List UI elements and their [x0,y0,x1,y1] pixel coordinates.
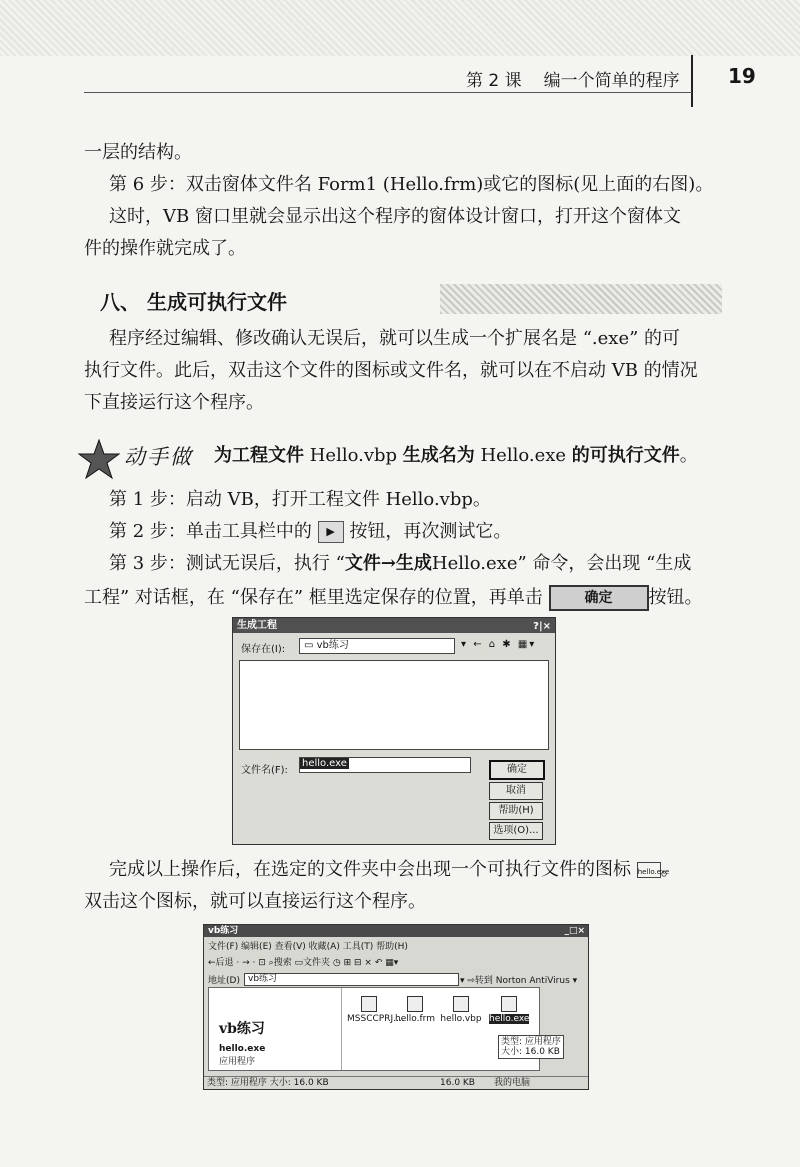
intro-1: 程序经过编辑、修改确认无误后，就可以生成一个扩展名是 “.exe” 的可 [109,328,681,349]
page-top-band [0,0,800,56]
step-3-cont [84,583,720,613]
dongshou-label: 动手做 [124,445,193,469]
dialog-toolbar-icons[interactable]: ▾ ← ⌂ ✱ ▦▾ [461,639,537,650]
task-part-3: 生成名为 [402,445,475,466]
explorer-titlebar [204,925,588,937]
explorer-toolbar[interactable]: ←后退 · → · ⊡ ⌕搜索 ▭文件夹 ◷ ⊞ ⊟ × ↶ ▦▾ [208,958,399,968]
dialog-ok-button[interactable]: 确定 [489,760,545,780]
paragraph-prev: 一层的结构。 [84,142,192,163]
filename-input[interactable] [299,757,471,773]
header-title: 编一个简单的程序 [543,71,680,91]
header-rule [84,92,692,93]
step-2-text-a: 第 2 步：单击工具栏中的 [109,521,312,542]
status-left: 类型: 应用程序 大小: 16.0 KB [207,1078,329,1088]
status-right: 我的电脑 [494,1078,531,1088]
step-3-text-c: 工程” 对话框，在 “保存在” 框里选定保存的位置，再单击 [84,587,543,608]
task-part-4: Hello.exe [474,445,572,466]
address-input[interactable]: vb练习 [244,973,459,986]
step-3-text-a: 第 3 步：测试无误后，执行 “ [109,553,345,574]
after-text-a: 完成以上操作后，在选定的文件夹中会出现一个可执行文件的图标 [109,859,631,880]
explorer-title-controls[interactable]: _□× [564,926,585,936]
after-1 [84,855,745,885]
step-3-text-d: 按钮。 [648,587,703,608]
step-1: 第 1 步：启动 VB，打开工程文件 Hello.vbp。 [109,489,491,510]
section-title: 八、 生成可执行文件 [100,290,287,314]
filename-value: hello.exe [302,758,347,769]
file-hello-exe[interactable]: hello.exe [489,1014,530,1024]
intro-3: 下直接运行这个程序。 [84,392,264,413]
folder-name: vb练习 [219,1021,265,1037]
file-tooltip [498,1035,564,1059]
run-button-icon: ▶ [318,521,344,543]
after-2: 双击这个图标，就可以直接运行这个程序。 [84,891,426,912]
dialog-title-controls[interactable]: ?|× [533,621,551,632]
dialog-cancel-button[interactable]: 取消 [489,782,543,800]
status-bar [204,1076,588,1089]
page-number: 19 [728,64,756,88]
save-in-value: vb练习 [316,640,349,651]
filename-label: 文件名(F): [241,765,288,776]
explorer-title: vb练习 [208,926,239,936]
web-view-pane [209,988,342,1070]
save-in-select[interactable] [299,638,455,654]
exe-icon [501,996,517,1012]
vbp-file-icon [453,996,469,1012]
header-divider [691,55,693,107]
exe-file-icon: hello.exe [637,862,661,878]
running-header [466,66,680,91]
ok-button-illustration: 确定 [549,585,649,611]
explorer-window [203,924,589,1090]
go-and-antivirus[interactable]: ▾ ⇨转到 Norton AntiVirus ▾ [460,976,578,986]
step-3 [84,549,745,579]
project-file-icon [361,996,377,1012]
step-2-text-b: 按钮，再次测试它。 [349,521,512,542]
dialog-options-button[interactable]: 选项(O)... [489,822,543,840]
header-chapter: 第 2 课 [466,71,522,91]
para-open-1: 这时，VB 窗口里就会显示出这个程序的窗体设计窗口，打开这个窗体文 [109,206,681,227]
selected-name: hello.exe [219,1044,266,1054]
step-3-bold: 文件→生成 [344,553,432,574]
step-2 [84,517,745,547]
file-hello-frm[interactable]: hello.frm [395,1014,435,1024]
selected-type: 应用程序 [219,1057,256,1067]
address-label: 地址(D) [208,976,240,986]
dialog-titlebar [233,618,555,633]
step-3-text-b: Hello.exe” 命令，会出现 “生成 [431,553,692,574]
star-icon [78,438,120,480]
dialog-help-button[interactable]: 帮助(H) [489,802,543,820]
step-6: 第 6 步：双击窗体文件名 Form1 (Hello.frm)或它的图标(见上面的右图)。 [109,174,714,195]
after-text-b: 。 [660,859,679,880]
explorer-content [208,987,540,1071]
make-project-dialog [232,617,556,845]
file-hello-vbp[interactable]: hello.vbp [440,1014,482,1024]
form-file-icon [407,996,423,1012]
task-part-1: 为工程文件 [214,445,304,466]
save-in-label: 保存在(I): [241,644,286,655]
para-open-2: 件的操作就完成了。 [84,238,246,259]
file-mssccprj[interactable]: MSSCCPRJ.... [347,1014,405,1024]
task-part-6: 。 [679,445,698,466]
folder-icon: ▭ [304,640,317,651]
intro-2: 执行文件。此后，双击这个文件的图标或文件名，就可以在不启动 VB 的情况 [84,360,698,381]
explorer-menu[interactable]: 文件(F) 编辑(E) 查看(V) 收藏(A) 工具(T) 帮助(H) [208,942,408,952]
dialog-title: 生成工程 [237,620,277,631]
tooltip-type: 类型: 应用程序 [501,1037,561,1047]
task-line [214,441,714,471]
status-mid: 16.0 KB [440,1078,475,1088]
section-title-bar [440,284,722,314]
task-part-2: Hello.vbp [304,445,403,466]
tooltip-size: 大小: 16.0 KB [501,1047,560,1057]
file-list[interactable] [239,660,549,750]
task-part-5: 的可执行文件 [571,445,680,466]
